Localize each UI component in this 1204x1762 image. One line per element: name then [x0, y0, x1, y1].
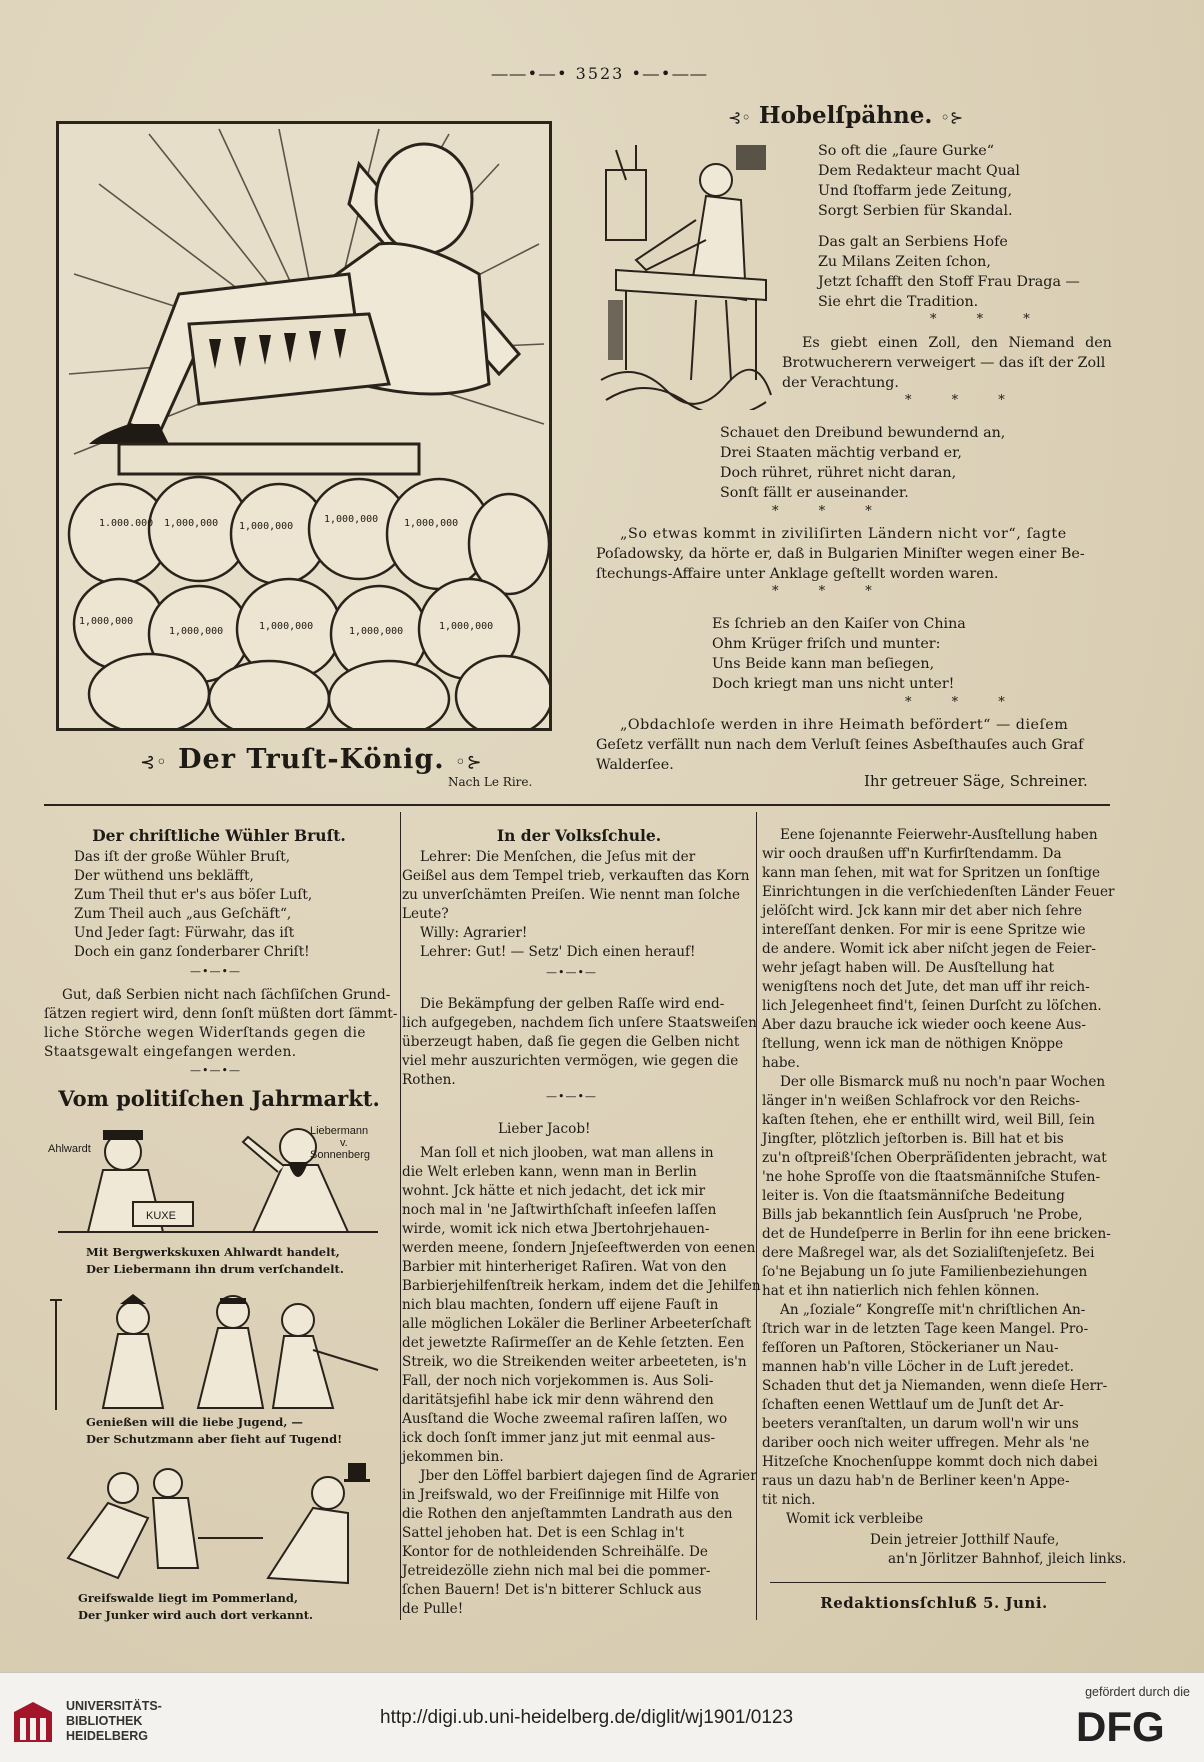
sack-label: 1,000,000	[79, 616, 134, 627]
section-rule	[44, 804, 1110, 806]
cartoon-schutzmann	[48, 1290, 388, 1412]
separator-stars: * * *	[905, 393, 1023, 408]
money-sacks	[69, 477, 549, 728]
cartoon-label: v.	[340, 1137, 348, 1149]
pedestal	[119, 444, 419, 474]
divider: —•—•—	[190, 1064, 241, 1077]
sack-label: 1,000,000	[239, 521, 294, 532]
hobel-signature: Ihr getreuer Säge, Schreiner.	[864, 772, 1088, 790]
sack-label: 1,000,000	[349, 626, 404, 637]
letter-salutation: Lieber Jacob!	[498, 1121, 591, 1137]
divider: —•—•—	[546, 1090, 597, 1103]
sack-label: 1,000,000	[259, 621, 314, 632]
sack-label: 1,000,000	[164, 518, 219, 529]
trust-koenig-drawing	[59, 124, 549, 728]
funded-by-label: gefördert durch die	[1085, 1685, 1190, 1699]
editorial-deadline: Redaktionsſchluß 5. Juni.	[820, 1594, 1048, 1612]
cartoon-ahlwardt-liebermann	[48, 1122, 388, 1242]
trust-koenig-illustration	[56, 121, 552, 731]
letter-address: an'n Jörlitzer Bahnhof, jleich links.	[888, 1551, 1127, 1567]
sack-label: 1,000,000	[324, 514, 379, 525]
divider: —•—•—	[546, 966, 597, 979]
dfg-logo-icon	[1072, 1703, 1190, 1747]
page-number-value: 3523	[575, 64, 625, 83]
col1-heading: Der chriſtliche Wühler Bruſt.	[92, 826, 346, 845]
separator-stars: * * *	[772, 584, 890, 599]
column-rule	[756, 812, 757, 1620]
separator-stars: * * *	[772, 504, 890, 519]
illustration-credit: Nach Le Rire.	[448, 775, 533, 789]
sack-label: 1,000,000	[404, 518, 459, 529]
sack-label: 1,000,000	[439, 621, 494, 632]
cartoon-label: Liebermann	[310, 1125, 369, 1137]
cartoon-label: KUXE	[146, 1210, 176, 1222]
separator-stars: * * *	[905, 695, 1023, 710]
sack-label: 1,000,000	[169, 626, 224, 637]
digitization-footer	[0, 1672, 1204, 1762]
chair-seat	[189, 314, 389, 404]
divider: —•—•—	[190, 965, 241, 978]
page-number: ――•―• 3523 •―•――	[491, 64, 709, 83]
column-rule	[400, 812, 401, 1620]
sack-label: 1.000.000	[99, 518, 154, 529]
jahrmarkt-title: Vom politiſchen Jahrmarkt.	[58, 1086, 380, 1111]
hobel-title: ⊰◦ Hobelſpähne. ◦⊱	[728, 102, 964, 129]
illustration-caption: ⊰◦ Der Truſt-König. ◦⊱	[140, 744, 483, 775]
king-shoe	[89, 424, 169, 444]
cartoon-label: Ahlwardt	[48, 1143, 91, 1155]
university-name: UNIVERSITÄTS- BIBLIOTHEK HEIDELBERG	[66, 1699, 162, 1743]
carpenter-sketch	[596, 140, 776, 410]
svg-text:DFG: DFG	[1076, 1703, 1165, 1747]
newspaper-page: ――•―• 3523 •―•―― 1.000.000 1,000,000 1,000,000 1,000,000 1,000,000 1,000,000 1,000,000 1,000,000 1,000,000 1,000,000 ⊰◦ Der Truſt-König. ◦⊱ Nach Le Rire. ⊰◦ Hobelſpähne. ◦⊱ So oft die „ſaure Gurke“ Dem Redakteur macht Qual Und ſtoffarm jede Zeitung, Sorgt Serbien für Skandal. Das galt an Serbiens Hofe Zu Milans Zeiten ſchon, Jetzt ſchafft den Stoff Frau Draga — Sie ehrt die Tradition. * * * Es giebt einen Zoll, den Niemand den Brotwucherern verweigert — das iſt der Zoll der Verachtung. * * * Schauet den Dreibund bewundernd an, Drei Staaten mächtig verband er, Doch rühret, rühret nicht daran, Sonſt fällt er auseinander. * * * „So etwas kommt in ziviliſirten Ländern nicht vor“, ſagte Poſadowsky, da hörte er, daß in Bulgarien Miniſter wegen einer Be- ſtechungs-Affaire unter Anklage geſtellt worden waren. * * * Es ſchrieb an den Kaiſer von China Ohm Krüger friſch und munter: Uns Beide kann man beſiegen, Doch kriegt man uns nicht unter! * * * „Obdachloſe werden in ihre Heimath befördert“ — dieſem Geſetz verfällt nun nach dem Verluſt ſeines Asbeſthauſes auch Graf Walderſee. Ihr getreuer Säge, Schreiner. Der chriſtliche Wühler Bruſt. Das iſt der große Wühler Bruſt, Der wüthend uns bekläfft, Zum Theil thut er's aus böſer Luſt, Zum Theil auch „aus Geſchäft“, Und Jeder ſagt: Fürwahr, das iſt Doch ein ganz ſonderbarer Chriſt! —•—•— Gut, daß Serbien nicht nach ſächſiſchen Grund- ſätzen regiert wird, denn ſonſt müßten dort ſämmt- liche Störche wegen Widerſtands gegen die Staatsgewalt eingefangen werden. —•—•— Vom politiſchen Jahrmarkt. Ahlwardt Liebermann v. Sonnenberg KUXE Mit Bergwerkskuxen Ahlwardt handelt, Der Liebermann ihn drum verſchandelt. Genießen will die liebe Jugend, — Der Schutzmann aber ſieht auf Tugend! Greifswalde liegt im Pommerland, Der Junker wird auch dort verkannt. In der Volksſchule. Lehrer: Die Menſchen, die Jeſus mit der Geißel aus dem Tempel trieb, verkauften das Korn zu unverſchämten Preiſen. Wie nennt man ſolche Leute? Willy: Agrarier! Lehrer: Gut! — Setz' Dich einen herauf! —•—•— Die Bekämpfung der gelben Raſſe wird end- lich aufgegeben, nachdem ſich unſere Staatsweiſen überzeugt haben, daß ſie gegen die Gelben nicht viel mehr auszurichten vermögen, wie gegen die Rothen. —•—•— Lieber Jacob! Man ſoll et nich jlooben, wat man allens in die Welt erleben kann, wenn man in Berlin wohnt. Jck hätte et nich jedacht, det ick mir noch mal in 'ne Jaſtwirthſchaft inſeefen laſſen wirde, womit ick nich etwa Jbertohrjehauen- werden meene, ſondern Jnjeſeeftwerden von eenen Barbier mit hinterheriget Raſiren. Wat von den Barbierjehilfenſtreik herkam, indem det die Jehilfen nich blau machten, ſondern uff eijene Fauſt in alle möglichen Lokäler die Berliner Arbeeterſchaft det jewetzte Raſirmeſſer an de Kehle ſetzten. Een Streik, wo die Streikenden weiter arbeeteten, is'n Fall, der noch nich vorjekommen is. Aus Soli- daritätsjefihl habe ick mir denn während den Ausſtand die Woche zweemal raſiren laſſen, wo ick doch ſonſt immer janz jut mit eenmal aus- jekommen bin. Jber den Löffel barbiert dajegen ſind de Agrarier in Jreifswald, wo der Freiſinnige mit Hilfe von die Rothen den anjeſtammten Landrath aus den Sattel jehoben hat. Det is een Schlag in't Kontor for de nothleidenden Schreihälſe. De Jetreidezölle ziehn nich mal bei die pommer- ſchen Bauern! Det is'n bitterer Schluck aus de Pulle! Eene ſojenannte Feierwehr-Ausſtellung haben wir ooch draußen uff'n Kurfirſtendamm. Da kann man ſehen, mit wat for Spritzen un ſonſtige Einrichtungen in die verſchiedenſten Länder Feuer jelöſcht wird. Jck kann mir det aber nich ſehre intereſſant denken. For mir is eene Spritze wie de andere. Womit ick aber niſcht jegen de Feier- wehr jeſagt haben will. De Ausſtellung hat wenigſtens noch det Jute, det man uff ihr reich- lich Jelegenheet find't, ſeinen Durſcht zu löſchen. Aber dazu brauche ick wieder ooch keene Aus- ſtellung, wenn ick man de nöthigen Knöppe habe. Der olle Bismarck muß nu noch'n paar Wochen länger in'n weißen Schlafrock vor den Reichs- kaſten ſtehen, ehe er enthillt wird, weil Bill, ſein Jingſter, plötzlich jeſtorben is. Bill hat et bis zu'n oſtpreiß'ſchen Oberpräſidenten jebracht, wat 'ne hohe Sproſſe von die ſtaatsmänniſche Stufen- leiter is. Von die ſtaatsmänniſche Bedeitung Bills jab bekanntlich ſein Ausſpruch 'ne Probe, det de Hundeſperre in Berlin for ihn eene bricken- dere Maßregel war, als det Sozialiſtenjeſetz. Bei ſo'ne Bejabung un ſo jute Familienbeziehungen hat et ihn natierlich nich fehlen können. An „ſoziale“ Kongreſſe mit'n chriſtlichen An- ſtrich war in de letzten Tage keen Mangel. Pro- feſſoren un Paſtoren, Stöckerianer un Nau- mannen hab'n ville Löcher in de Luft jeredet. Schaden thut det ja Niemanden, wenn dieſe Herr- ſchaften eenen Wettlauf um de Junſt det Ar- beeters veranſtalten, un darum woll'n wir uns dariber ooch nich weiter uffregen. Mehr als 'ne Hitzeſche Knochenſuppe kommt doch nich dabei raus un dazu hab'n de Berliner keen'n Appe- tit nich. Womit ick verbleibe Dein jetreier Jotthilf Naufe, an'n Jörlitzer Bahnhof, jleich links. Redaktionsſchluß 5. Juni.	[0, 0, 1204, 1672]
separator-stars: * * *	[930, 312, 1048, 327]
university-library-logo-icon	[10, 1698, 56, 1746]
letter-closing: Dein jetreier Jotthilf Naufe,	[870, 1532, 1060, 1548]
cartoon-greifswalde	[48, 1458, 388, 1588]
king-head	[376, 144, 472, 254]
closing-rule	[770, 1582, 1106, 1583]
col2-heading: In der Volksſchule.	[496, 826, 662, 845]
permalink-url[interactable]: http://digi.ub.uni-heidelberg.de/diglit/wj1901/0123	[380, 1707, 794, 1728]
cartoon-label: Sonnenberg	[310, 1149, 370, 1161]
